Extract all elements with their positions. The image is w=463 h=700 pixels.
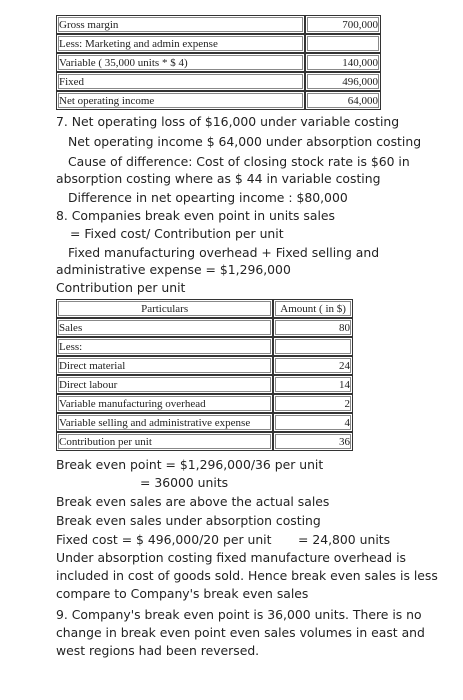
table-row xyxy=(56,15,381,34)
column-header: Amount ( in $) xyxy=(273,299,353,318)
row-label: Sales xyxy=(56,318,273,337)
answer-line: = 36000 units xyxy=(140,475,229,490)
row-value: 64,000 xyxy=(305,91,381,110)
answer-line: Contribution per unit xyxy=(56,280,186,295)
row-label: Direct material xyxy=(56,356,273,375)
row-label: Direct labour xyxy=(56,375,273,394)
table-row xyxy=(56,318,353,337)
row-label: Variable selling and administrative expense xyxy=(56,413,273,432)
row-value: 700,000 xyxy=(305,15,381,34)
table-row xyxy=(56,72,381,91)
row-value: 2 xyxy=(273,394,353,413)
row-label: Variable ( 35,000 units * $ 4) xyxy=(56,53,305,72)
answer-line: administrative expense = $1,296,000 xyxy=(56,262,291,277)
answer-line: Net operating income $ 64,000 under absorption costing xyxy=(68,134,422,149)
table-row xyxy=(56,53,381,72)
row-value: 14 xyxy=(273,375,353,394)
table-row xyxy=(56,375,353,394)
row-value: 80 xyxy=(273,318,353,337)
table-row xyxy=(56,356,353,375)
formula-line: = Fixed cost/ Contribution per unit xyxy=(70,226,284,241)
row-value: 24 xyxy=(273,356,353,375)
answer-line: = 24,800 units xyxy=(298,532,391,547)
row-value: 36 xyxy=(273,432,353,451)
row-label: Fixed xyxy=(56,72,305,91)
row-value xyxy=(305,34,381,53)
answer-line: Break even sales under absorption costing xyxy=(56,513,321,528)
table-row xyxy=(56,413,353,432)
answer-line: compare to Company's break even sales xyxy=(56,586,309,601)
answer-9-heading: 9. Company's break even point is 36,000 units. There is no xyxy=(56,607,422,622)
answer-7-heading: 7. Net operating loss of $16,000 under variable costing xyxy=(56,114,400,129)
row-label: Gross margin xyxy=(56,15,305,34)
table-row xyxy=(56,91,381,110)
row-value xyxy=(273,337,353,356)
income-statement-table xyxy=(56,15,381,110)
table-row xyxy=(56,432,353,451)
table-row xyxy=(56,337,353,356)
row-label: Net operating income xyxy=(56,91,305,110)
answer-line: Cause of difference: Cost of closing stock rate is $60 in xyxy=(68,154,410,169)
row-label: Less: xyxy=(56,337,273,356)
answer-line: Fixed cost = $ 496,000/20 per unit xyxy=(56,532,272,547)
row-value: 496,000 xyxy=(305,72,381,91)
answer-line: absorption costing where as $ 44 in variable costing xyxy=(56,171,381,186)
row-value: 140,000 xyxy=(305,53,381,72)
answer-line: Break even point = $1,296,000/36 per unit xyxy=(56,457,324,472)
table-row xyxy=(56,394,353,413)
answer-line: Break even sales are above the actual sales xyxy=(56,494,330,509)
answer-line: Fixed manufacturing overhead + Fixed selling and xyxy=(68,245,380,260)
answer-line: included in cost of goods sold. Hence break even sales is less xyxy=(56,568,438,583)
answer-8-heading: 8. Companies break even point in units sales xyxy=(56,208,335,223)
row-value: 4 xyxy=(273,413,353,432)
row-label: Contribution per unit xyxy=(56,432,273,451)
answer-line: change in break even point even sales volumes in east and xyxy=(56,625,425,640)
answer-line: Difference in net opearting income : $80,000 xyxy=(68,190,348,205)
row-label: Less: Marketing and admin expense xyxy=(56,34,305,53)
row-label: Variable manufacturing overhead xyxy=(56,394,273,413)
contribution-table xyxy=(56,299,353,451)
column-header: Particulars xyxy=(56,299,273,318)
answer-line: Under absorption costing fixed manufacture overhead is xyxy=(56,550,406,565)
table-row xyxy=(56,34,381,53)
answer-line: west regions had been reversed. xyxy=(56,643,260,658)
table-header-row xyxy=(56,299,353,318)
